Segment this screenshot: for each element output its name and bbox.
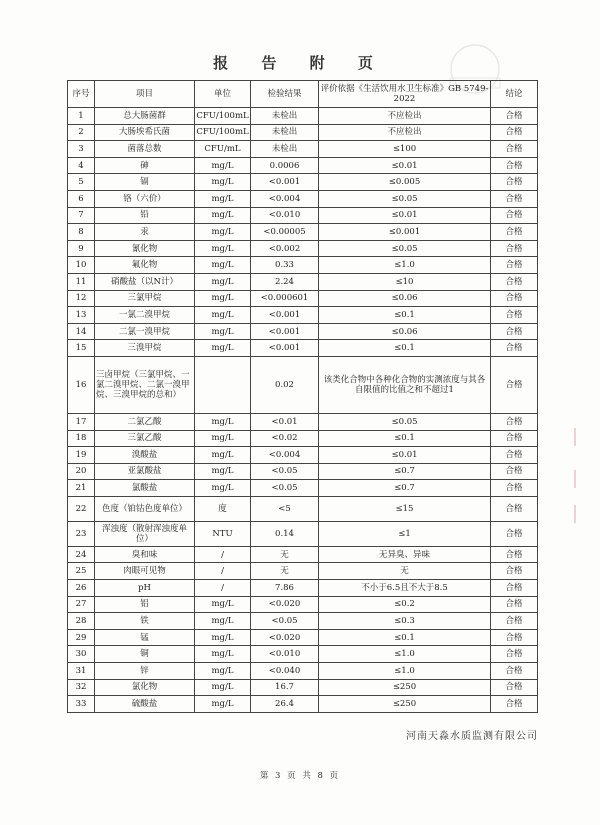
row-result: 0.02 xyxy=(251,356,319,413)
row-unit: mg/L xyxy=(195,613,251,630)
row-standard: ≤0.7 xyxy=(319,480,491,497)
row-conclusion: 合格 xyxy=(491,257,538,274)
row-standard: ≤0.3 xyxy=(319,613,491,630)
row-unit: mg/L xyxy=(195,413,251,430)
table-row xyxy=(68,563,538,580)
row-index: 12 xyxy=(68,290,95,307)
row-item: 色度（铂钴色度单位） xyxy=(95,496,195,521)
header-result: 检验结果 xyxy=(251,81,319,108)
row-item: 铝 xyxy=(95,596,195,613)
row-standard: ≤0.1 xyxy=(319,340,491,357)
table-row xyxy=(68,463,538,480)
row-unit: mg/L xyxy=(195,307,251,324)
row-unit: mg/L xyxy=(195,257,251,274)
row-index: 3 xyxy=(68,141,95,158)
row-unit: mg/L xyxy=(195,596,251,613)
row-result: <0.00005 xyxy=(251,224,319,241)
table-row xyxy=(68,207,538,224)
row-result: <0.040 xyxy=(251,663,319,680)
row-item: pH xyxy=(95,580,195,597)
row-unit: / xyxy=(195,563,251,580)
row-result: <0.010 xyxy=(251,207,319,224)
row-conclusion: 合格 xyxy=(491,323,538,340)
row-index: 28 xyxy=(68,613,95,630)
row-index: 20 xyxy=(68,463,95,480)
row-index: 17 xyxy=(68,413,95,430)
row-result: <0.001 xyxy=(251,323,319,340)
row-unit: mg/L xyxy=(195,430,251,447)
table-row xyxy=(68,108,538,125)
row-standard: 无异臭、异味 xyxy=(319,546,491,563)
table-row xyxy=(68,613,538,630)
row-index: 9 xyxy=(68,240,95,257)
row-unit: mg/L xyxy=(195,463,251,480)
row-unit: mg/L xyxy=(195,273,251,290)
header-conclusion: 结论 xyxy=(491,81,538,108)
row-result: <0.001 xyxy=(251,307,319,324)
row-item: 氰化物 xyxy=(95,240,195,257)
row-item: 砷 xyxy=(95,157,195,174)
row-index: 10 xyxy=(68,257,95,274)
row-result: 无 xyxy=(251,563,319,580)
row-conclusion: 合格 xyxy=(491,496,538,521)
row-index: 14 xyxy=(68,323,95,340)
row-conclusion: 合格 xyxy=(491,480,538,497)
row-unit: mg/L xyxy=(195,174,251,191)
row-conclusion: 合格 xyxy=(491,207,538,224)
row-item: 氯化物 xyxy=(95,679,195,696)
row-result: 0.33 xyxy=(251,257,319,274)
row-standard: ≤1 xyxy=(319,521,491,546)
row-conclusion: 合格 xyxy=(491,563,538,580)
row-unit: CFU/100mL xyxy=(195,108,251,125)
row-index: 27 xyxy=(68,596,95,613)
table-row xyxy=(68,480,538,497)
row-result: 7.86 xyxy=(251,580,319,597)
row-item: 亚氯酸盐 xyxy=(95,463,195,480)
row-conclusion: 合格 xyxy=(491,596,538,613)
table-row xyxy=(68,174,538,191)
row-item: 锌 xyxy=(95,663,195,680)
table-row xyxy=(68,240,538,257)
row-result: <0.002 xyxy=(251,240,319,257)
row-unit: CFU/100mL xyxy=(195,124,251,141)
table-row xyxy=(68,290,538,307)
row-result: <0.02 xyxy=(251,430,319,447)
row-standard: ≤0.7 xyxy=(319,463,491,480)
row-conclusion: 合格 xyxy=(491,629,538,646)
row-conclusion: 合格 xyxy=(491,546,538,563)
row-unit: mg/L xyxy=(195,207,251,224)
row-item: 总大肠菌群 xyxy=(95,108,195,125)
row-standard: ≤250 xyxy=(319,696,491,713)
row-item: 铅 xyxy=(95,207,195,224)
row-index: 30 xyxy=(68,646,95,663)
row-standard: ≤0.05 xyxy=(319,240,491,257)
row-conclusion: 合格 xyxy=(491,613,538,630)
table-row xyxy=(68,696,538,713)
edge-seal-fragment xyxy=(574,428,590,446)
row-unit xyxy=(195,356,251,413)
row-result: 26.4 xyxy=(251,696,319,713)
row-result: <0.004 xyxy=(251,190,319,207)
table-row xyxy=(68,629,538,646)
row-conclusion: 合格 xyxy=(491,290,538,307)
table-row xyxy=(68,307,538,324)
row-item: 浑浊度（散射浑浊度单位） xyxy=(95,521,195,546)
table-row xyxy=(68,521,538,546)
table-row xyxy=(68,257,538,274)
row-item: 肉眼可见物 xyxy=(95,563,195,580)
row-item: 铁 xyxy=(95,613,195,630)
row-result: 0.0006 xyxy=(251,157,319,174)
row-conclusion: 合格 xyxy=(491,447,538,464)
row-item: 二氯一溴甲烷 xyxy=(95,323,195,340)
row-unit: mg/L xyxy=(195,696,251,713)
row-standard: ≤0.001 xyxy=(319,224,491,241)
row-item: 溴酸盐 xyxy=(95,447,195,464)
header-index: 序号 xyxy=(68,81,95,108)
row-index: 19 xyxy=(68,447,95,464)
row-result: <0.000601 xyxy=(251,290,319,307)
row-standard: ≤100 xyxy=(319,141,491,158)
row-result: <0.001 xyxy=(251,340,319,357)
row-result: 0.14 xyxy=(251,521,319,546)
row-result: 16.7 xyxy=(251,679,319,696)
table-row xyxy=(68,323,538,340)
table-row xyxy=(68,430,538,447)
row-unit: mg/L xyxy=(195,290,251,307)
row-item: 铬（六价） xyxy=(95,190,195,207)
table-row xyxy=(68,447,538,464)
row-item: 氟化物 xyxy=(95,257,195,274)
row-unit: / xyxy=(195,580,251,597)
row-standard: ≤0.1 xyxy=(319,307,491,324)
row-conclusion: 合格 xyxy=(491,580,538,597)
row-index: 7 xyxy=(68,207,95,224)
row-unit: mg/L xyxy=(195,663,251,680)
row-index: 23 xyxy=(68,521,95,546)
row-index: 15 xyxy=(68,340,95,357)
row-standard: ≤10 xyxy=(319,273,491,290)
row-item: 硝酸盐（以N计） xyxy=(95,273,195,290)
row-item: 三卤甲烷（三氯甲烷、一氯二溴甲烷、二氯一溴甲烷、三溴甲烷的总和） xyxy=(95,356,195,413)
row-unit: mg/L xyxy=(195,340,251,357)
row-item: 镉 xyxy=(95,174,195,191)
row-index: 8 xyxy=(68,224,95,241)
row-standard: ≤0.1 xyxy=(319,629,491,646)
edge-seal-fragment xyxy=(574,505,590,523)
row-index: 22 xyxy=(68,496,95,521)
results-table xyxy=(67,80,538,713)
row-standard: ≤0.06 xyxy=(319,290,491,307)
row-index: 25 xyxy=(68,563,95,580)
row-conclusion: 合格 xyxy=(491,124,538,141)
row-item: 一氯二溴甲烷 xyxy=(95,307,195,324)
row-unit: mg/L xyxy=(195,679,251,696)
table-row xyxy=(68,356,538,413)
row-standard: ≤1.0 xyxy=(319,663,491,680)
row-conclusion: 合格 xyxy=(491,224,538,241)
row-unit: mg/L xyxy=(195,224,251,241)
row-result: <0.020 xyxy=(251,596,319,613)
table-row xyxy=(68,546,538,563)
row-item: 大肠埃希氏菌 xyxy=(95,124,195,141)
row-result: 未检出 xyxy=(251,141,319,158)
row-item: 菌落总数 xyxy=(95,141,195,158)
row-standard: ≤0.005 xyxy=(319,174,491,191)
row-conclusion: 合格 xyxy=(491,141,538,158)
row-item: 三氯甲烷 xyxy=(95,290,195,307)
row-item: 铜 xyxy=(95,646,195,663)
table-header-row xyxy=(68,81,538,108)
row-item: 二氯乙酸 xyxy=(95,413,195,430)
row-conclusion: 合格 xyxy=(491,174,538,191)
row-index: 16 xyxy=(68,356,95,413)
row-standard: 不应检出 xyxy=(319,124,491,141)
row-index: 24 xyxy=(68,546,95,563)
row-result: <0.01 xyxy=(251,413,319,430)
row-item: 汞 xyxy=(95,224,195,241)
row-standard: ≤0.01 xyxy=(319,447,491,464)
company-name: 河南天淼水质监测有限公司 xyxy=(406,731,538,742)
row-index: 6 xyxy=(68,190,95,207)
row-result: 2.24 xyxy=(251,273,319,290)
table-row xyxy=(68,141,538,158)
row-standard: ≤1.0 xyxy=(319,646,491,663)
row-index: 11 xyxy=(68,273,95,290)
row-unit: mg/L xyxy=(195,646,251,663)
row-conclusion: 合格 xyxy=(491,273,538,290)
row-standard: ≤15 xyxy=(319,496,491,521)
row-standard: ≤1.0 xyxy=(319,257,491,274)
row-result: <0.05 xyxy=(251,463,319,480)
page-number: 第 3 页 共 8 页 xyxy=(259,771,341,781)
row-result: <5 xyxy=(251,496,319,521)
row-unit: mg/L xyxy=(195,190,251,207)
row-standard: 无 xyxy=(319,563,491,580)
table-row xyxy=(68,646,538,663)
table-row xyxy=(68,124,538,141)
row-conclusion: 合格 xyxy=(491,190,538,207)
row-result: <0.001 xyxy=(251,174,319,191)
row-item: 硫酸盐 xyxy=(95,696,195,713)
row-index: 29 xyxy=(68,629,95,646)
row-index: 18 xyxy=(68,430,95,447)
row-index: 32 xyxy=(68,679,95,696)
row-standard: 不小于6.5且不大于8.5 xyxy=(319,580,491,597)
page-title: 报 告 附 页 xyxy=(213,54,387,72)
row-item: 三溴甲烷 xyxy=(95,340,195,357)
row-result: 未检出 xyxy=(251,108,319,125)
row-result: 未检出 xyxy=(251,124,319,141)
row-conclusion: 合格 xyxy=(491,463,538,480)
row-index: 26 xyxy=(68,580,95,597)
row-conclusion: 合格 xyxy=(491,157,538,174)
header-standard: 评价依据《生活饮用水卫生标准》GB 5749-2022 xyxy=(319,81,491,108)
table-row xyxy=(68,224,538,241)
row-standard: 不应检出 xyxy=(319,108,491,125)
row-standard: 该类化合物中各种化合物的实测浓度与其各自限值的比值之和不超过1 xyxy=(319,356,491,413)
row-index: 33 xyxy=(68,696,95,713)
row-index: 21 xyxy=(68,480,95,497)
row-standard: ≤0.01 xyxy=(319,207,491,224)
row-conclusion: 合格 xyxy=(491,108,538,125)
row-unit: mg/L xyxy=(195,240,251,257)
row-result: <0.05 xyxy=(251,613,319,630)
table-row xyxy=(68,580,538,597)
row-unit: NTU xyxy=(195,521,251,546)
table-row xyxy=(68,340,538,357)
row-standard: ≤250 xyxy=(319,679,491,696)
row-conclusion: 合格 xyxy=(491,430,538,447)
row-conclusion: 合格 xyxy=(491,307,538,324)
row-item: 氯酸盐 xyxy=(95,480,195,497)
row-item: 锰 xyxy=(95,629,195,646)
table-row xyxy=(68,679,538,696)
edge-seal-fragment xyxy=(574,470,590,488)
row-index: 4 xyxy=(68,157,95,174)
row-unit: / xyxy=(195,546,251,563)
row-unit: CFU/mL xyxy=(195,141,251,158)
row-standard: ≤0.05 xyxy=(319,190,491,207)
row-conclusion: 合格 xyxy=(491,663,538,680)
row-conclusion: 合格 xyxy=(491,340,538,357)
table-row xyxy=(68,496,538,521)
row-result: 无 xyxy=(251,546,319,563)
row-conclusion: 合格 xyxy=(491,413,538,430)
row-item: 臭和味 xyxy=(95,546,195,563)
table-row xyxy=(68,596,538,613)
row-conclusion: 合格 xyxy=(491,646,538,663)
row-standard: ≤0.2 xyxy=(319,596,491,613)
row-conclusion: 合格 xyxy=(491,521,538,546)
table-row xyxy=(68,157,538,174)
row-index: 31 xyxy=(68,663,95,680)
table-row xyxy=(68,663,538,680)
row-unit: mg/L xyxy=(195,447,251,464)
row-unit: mg/L xyxy=(195,323,251,340)
row-conclusion: 合格 xyxy=(491,356,538,413)
row-index: 5 xyxy=(68,174,95,191)
row-index: 1 xyxy=(68,108,95,125)
row-unit: 度 xyxy=(195,496,251,521)
row-standard: ≤0.05 xyxy=(319,413,491,430)
table-row xyxy=(68,413,538,430)
row-index: 13 xyxy=(68,307,95,324)
row-standard: ≤0.1 xyxy=(319,430,491,447)
row-result: <0.004 xyxy=(251,447,319,464)
row-conclusion: 合格 xyxy=(491,679,538,696)
header-unit: 单位 xyxy=(195,81,251,108)
row-standard: ≤0.06 xyxy=(319,323,491,340)
table-row xyxy=(68,190,538,207)
row-item: 三氯乙酸 xyxy=(95,430,195,447)
row-index: 2 xyxy=(68,124,95,141)
row-result: <0.05 xyxy=(251,480,319,497)
row-unit: mg/L xyxy=(195,629,251,646)
row-standard: ≤0.01 xyxy=(319,157,491,174)
row-unit: mg/L xyxy=(195,480,251,497)
row-conclusion: 合格 xyxy=(491,240,538,257)
row-result: <0.010 xyxy=(251,646,319,663)
header-item: 项目 xyxy=(95,81,195,108)
row-unit: mg/L xyxy=(195,157,251,174)
table-row xyxy=(68,273,538,290)
row-result: <0.020 xyxy=(251,629,319,646)
row-conclusion: 合格 xyxy=(491,696,538,713)
